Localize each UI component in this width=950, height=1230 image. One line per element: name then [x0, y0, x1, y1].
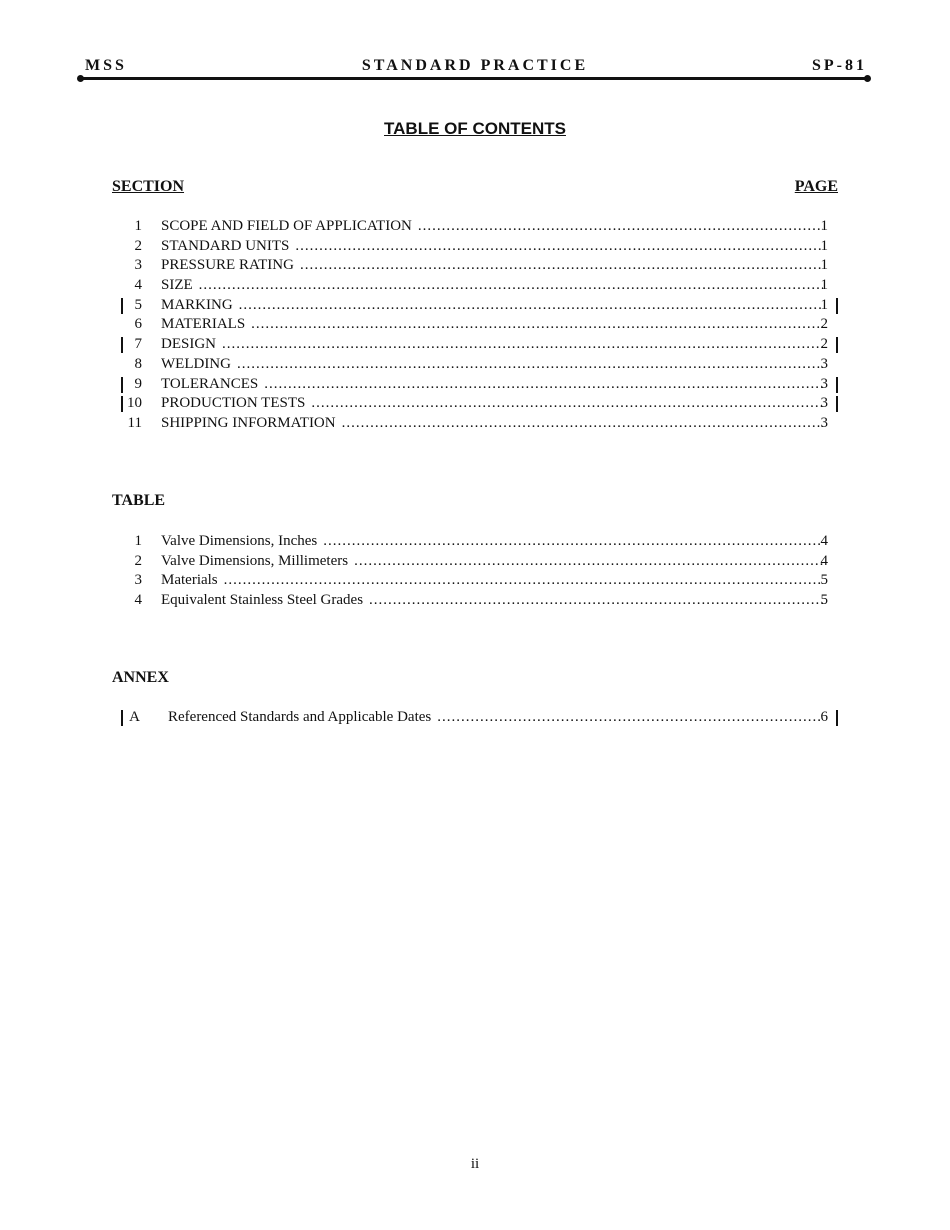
- toc-number: 2: [134, 237, 142, 254]
- toc-title: PRESSURE RATING: [161, 257, 294, 274]
- toc-number: 1: [134, 533, 142, 549]
- toc-number: 7: [134, 336, 142, 353]
- toc-number: 11: [127, 414, 142, 431]
- toc-number: 5: [134, 296, 142, 313]
- toc-title: MATERIALS: [161, 316, 246, 333]
- table-list: [112, 532, 838, 611]
- toc-row[interactable]: [112, 355, 838, 375]
- leader-dots: [369, 591, 823, 611]
- toc-title: Referenced Standards and Applicable Dates: [168, 709, 432, 725]
- toc-title: Valve Dimensions, Inches: [161, 533, 318, 549]
- toc-number: 4: [134, 592, 142, 609]
- header-rule-end-left: [77, 75, 84, 82]
- toc-row[interactable]: [112, 708, 838, 728]
- header-title: STANDARD PRACTICE: [361, 57, 589, 74]
- header-rule: [80, 77, 868, 80]
- section-column-heading: SECTION: [112, 178, 185, 195]
- leader-dots: [418, 217, 823, 237]
- toc-page: 1: [820, 218, 828, 234]
- toc-page: 5: [820, 572, 828, 589]
- leader-dots: [311, 394, 823, 414]
- toc-number: 4: [134, 277, 142, 294]
- table-list-heading: TABLE: [112, 492, 166, 509]
- toc-number: 10: [127, 395, 142, 412]
- toc-title: MARKING: [161, 296, 233, 313]
- toc-number: 3: [134, 572, 142, 589]
- toc-page: 3: [820, 375, 828, 392]
- annex-list-heading: ANNEX: [112, 669, 169, 686]
- leader-dots: [237, 355, 823, 375]
- toc-page: 2: [820, 336, 828, 353]
- toc-title: Equivalent Stainless Steel Grades: [161, 592, 364, 609]
- annex-list: [112, 708, 838, 728]
- toc-page: 1: [820, 296, 828, 313]
- leader-dots: [199, 276, 823, 296]
- toc-title: SHIPPING INFORMATION: [161, 414, 336, 431]
- toc-page: 3: [820, 355, 828, 372]
- toc-page: 5: [820, 592, 828, 609]
- toc-page: 1: [820, 277, 828, 294]
- leader-dots: [222, 335, 823, 355]
- toc-number: 6: [134, 316, 142, 333]
- leader-dots: [295, 237, 823, 257]
- leader-dots: [437, 708, 823, 728]
- toc-row[interactable]: [112, 532, 838, 552]
- toc-number: 9: [134, 375, 142, 392]
- toc-page: 3: [820, 395, 828, 412]
- toc-page: 1: [820, 257, 828, 274]
- toc-row[interactable]: [112, 571, 838, 591]
- toc-row[interactable]: [112, 217, 838, 237]
- header-rule-end-right: [864, 75, 871, 82]
- change-bar-right: [836, 710, 838, 726]
- toc-title: Materials: [161, 572, 218, 589]
- leader-dots: [300, 256, 823, 276]
- toc-title: PRODUCTION TESTS: [161, 395, 306, 412]
- toc-page: 3: [820, 414, 828, 431]
- toc-page: 4: [820, 533, 828, 549]
- toc-title: STANDARD UNITS: [161, 237, 290, 254]
- toc-title: SIZE: [161, 277, 193, 294]
- change-bar-right: [836, 337, 838, 353]
- toc-page: 6: [820, 709, 828, 725]
- toc-row[interactable]: [112, 375, 838, 395]
- leader-dots: [251, 315, 823, 335]
- leader-dots: [323, 532, 823, 552]
- toc-row[interactable]: [112, 256, 838, 276]
- leader-dots: [239, 296, 823, 316]
- toc-row[interactable]: [112, 591, 838, 611]
- toc-number: 1: [134, 218, 142, 234]
- leader-dots: [342, 414, 823, 434]
- toc-row[interactable]: [112, 335, 838, 355]
- leader-dots: [224, 571, 823, 591]
- toc-row[interactable]: [112, 315, 838, 335]
- page-number: ii: [470, 1156, 480, 1172]
- section-list: [112, 217, 838, 434]
- change-bar-right: [836, 298, 838, 314]
- toc-page: 1: [820, 237, 828, 254]
- toc-number: 2: [134, 552, 142, 569]
- toc-title: WELDING: [161, 355, 231, 372]
- toc-row[interactable]: [112, 552, 838, 572]
- toc-row[interactable]: [112, 276, 838, 296]
- toc-page: 4: [820, 552, 828, 569]
- toc-title: TOLERANCES: [161, 375, 259, 392]
- toc-page: 2: [820, 316, 828, 333]
- leader-dots: [264, 375, 823, 395]
- toc-row[interactable]: [112, 414, 838, 434]
- leader-dots: [354, 552, 823, 572]
- header-left: MSS: [85, 57, 127, 74]
- page-column-heading: PAGE: [794, 178, 838, 195]
- toc-title: DESIGN: [161, 336, 216, 353]
- toc-number: A: [129, 709, 140, 725]
- toc-title: Valve Dimensions, Millimeters: [161, 552, 349, 569]
- toc-number: 3: [134, 257, 142, 274]
- toc-row[interactable]: [112, 394, 838, 414]
- toc-row[interactable]: [112, 237, 838, 257]
- toc-row[interactable]: [112, 296, 838, 316]
- toc-number: 8: [134, 355, 142, 372]
- change-bar-right: [836, 377, 838, 393]
- toc-title: SCOPE AND FIELD OF APPLICATION: [161, 218, 412, 234]
- change-bar-right: [836, 396, 838, 412]
- page-title: TABLE OF CONTENTS: [384, 119, 566, 138]
- header-right: SP-81: [812, 57, 867, 74]
